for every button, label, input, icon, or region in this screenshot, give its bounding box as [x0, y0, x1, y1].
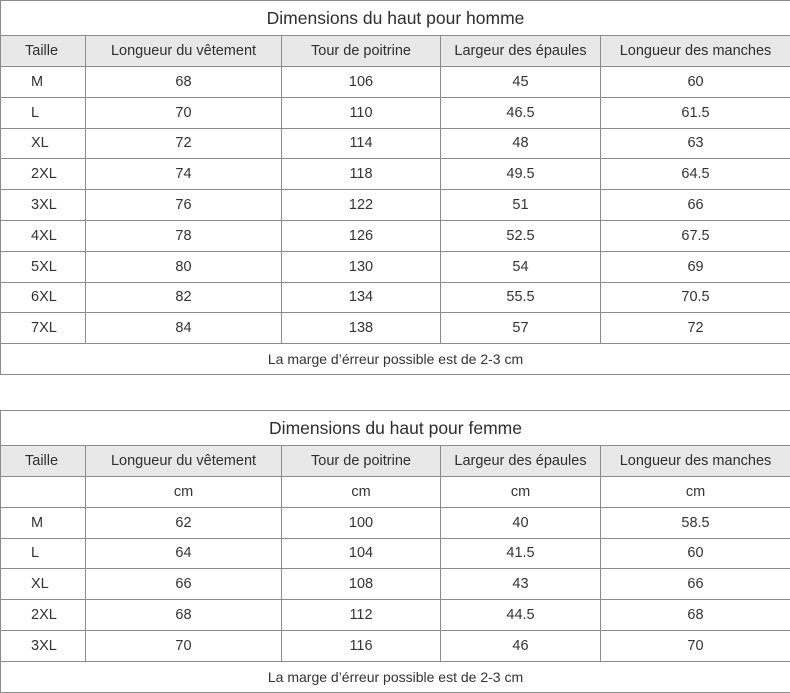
measurement-cell: 126	[282, 220, 441, 251]
size-label-cell: L	[1, 97, 86, 128]
measurement-cell: 64	[86, 538, 282, 569]
measurement-cell: 48	[441, 128, 601, 159]
measurement-cell: 70	[86, 630, 282, 661]
table-row	[1, 313, 790, 344]
unit-cell: cm	[601, 477, 790, 508]
size-label-cell: XL	[1, 128, 86, 159]
measurement-cell: 60	[601, 538, 790, 569]
women-error-margin-note: La marge d’érreur possible est de 2-3 cm	[1, 661, 790, 692]
size-label-cell: 3XL	[1, 190, 86, 221]
table-row	[1, 600, 790, 631]
unit-cell: cm	[441, 477, 601, 508]
measurement-cell: 122	[282, 190, 441, 221]
measurement-cell: 118	[282, 159, 441, 190]
table-row	[1, 251, 790, 282]
measurement-cell: 64.5	[601, 159, 790, 190]
measurement-cell: 49.5	[441, 159, 601, 190]
measurement-cell: 55.5	[441, 282, 601, 313]
measurement-cell: 44.5	[441, 600, 601, 631]
table-row	[1, 507, 790, 538]
measurement-cell: 110	[282, 97, 441, 128]
measurement-cell: 46.5	[441, 97, 601, 128]
measurement-cell: 69	[601, 251, 790, 282]
unit-cell: cm	[86, 477, 282, 508]
measurement-cell: 78	[86, 220, 282, 251]
measurement-cell: 67.5	[601, 220, 790, 251]
measurement-cell: 52.5	[441, 220, 601, 251]
measurement-cell: 61.5	[601, 97, 790, 128]
size-label-cell: 5XL	[1, 251, 86, 282]
size-label-cell: L	[1, 538, 86, 569]
measurement-cell: 66	[601, 569, 790, 600]
measurement-cell: 74	[86, 159, 282, 190]
size-label-cell: 4XL	[1, 220, 86, 251]
size-label-cell: M	[1, 67, 86, 98]
table-row	[1, 159, 790, 190]
measurement-cell: 80	[86, 251, 282, 282]
unit-cell: cm	[282, 477, 441, 508]
size-label-cell: XL	[1, 569, 86, 600]
measurement-cell: 72	[86, 128, 282, 159]
measurement-cell: 41.5	[441, 538, 601, 569]
table-row	[1, 128, 790, 159]
column-header-sleeve-length: Longueur des manches	[601, 36, 790, 67]
measurement-cell: 63	[601, 128, 790, 159]
measurement-cell: 70	[86, 97, 282, 128]
measurement-cell: 104	[282, 538, 441, 569]
column-header-garment-length: Longueur du vêtement	[86, 446, 282, 477]
women-header-row	[1, 446, 790, 477]
column-header-chest: Tour de poitrine	[282, 36, 441, 67]
column-header-size: Taille	[1, 446, 86, 477]
men-table-title: Dimensions du haut pour homme	[1, 1, 790, 36]
measurement-cell: 72	[601, 313, 790, 344]
measurement-cell: 134	[282, 282, 441, 313]
measurement-cell: 54	[441, 251, 601, 282]
measurement-cell: 45	[441, 67, 601, 98]
men-error-margin-note: La marge d’érreur possible est de 2-3 cm	[1, 344, 790, 375]
size-label-cell: 7XL	[1, 313, 86, 344]
women-size-table	[0, 410, 790, 693]
table-row	[1, 67, 790, 98]
measurement-cell: 108	[282, 569, 441, 600]
column-header-shoulder-width: Largeur des épaules	[441, 36, 601, 67]
column-header-size: Taille	[1, 36, 86, 67]
women-units-row	[1, 477, 790, 508]
measurement-cell: 114	[282, 128, 441, 159]
measurement-cell: 138	[282, 313, 441, 344]
women-table-title: Dimensions du haut pour femme	[1, 411, 790, 446]
measurement-cell: 57	[441, 313, 601, 344]
size-label-cell: 3XL	[1, 630, 86, 661]
measurement-cell: 116	[282, 630, 441, 661]
column-header-shoulder-width: Largeur des épaules	[441, 446, 601, 477]
column-header-sleeve-length: Longueur des manches	[601, 446, 790, 477]
table-row	[1, 220, 790, 251]
measurement-cell: 51	[441, 190, 601, 221]
unit-cell	[1, 477, 86, 508]
men-header-row	[1, 36, 790, 67]
size-label-cell: M	[1, 507, 86, 538]
column-header-garment-length: Longueur du vêtement	[86, 36, 282, 67]
measurement-cell: 84	[86, 313, 282, 344]
measurement-cell: 100	[282, 507, 441, 538]
table-row	[1, 282, 790, 313]
measurement-cell: 66	[86, 569, 282, 600]
men-table-body	[1, 67, 790, 344]
measurement-cell: 43	[441, 569, 601, 600]
women-table-body	[1, 507, 790, 661]
measurement-cell: 66	[601, 190, 790, 221]
column-header-chest: Tour de poitrine	[282, 446, 441, 477]
table-row	[1, 190, 790, 221]
measurement-cell: 62	[86, 507, 282, 538]
size-label-cell: 2XL	[1, 159, 86, 190]
measurement-cell: 68	[601, 600, 790, 631]
measurement-cell: 130	[282, 251, 441, 282]
measurement-cell: 58.5	[601, 507, 790, 538]
measurement-cell: 40	[441, 507, 601, 538]
measurement-cell: 60	[601, 67, 790, 98]
table-row	[1, 569, 790, 600]
measurement-cell: 68	[86, 67, 282, 98]
table-row	[1, 538, 790, 569]
measurement-cell: 82	[86, 282, 282, 313]
measurement-cell: 106	[282, 67, 441, 98]
measurement-cell: 46	[441, 630, 601, 661]
measurement-cell: 70	[601, 630, 790, 661]
size-label-cell: 6XL	[1, 282, 86, 313]
measurement-cell: 112	[282, 600, 441, 631]
table-row	[1, 630, 790, 661]
measurement-cell: 70.5	[601, 282, 790, 313]
measurement-cell: 76	[86, 190, 282, 221]
measurement-cell: 68	[86, 600, 282, 631]
size-label-cell: 2XL	[1, 600, 86, 631]
table-row	[1, 97, 790, 128]
